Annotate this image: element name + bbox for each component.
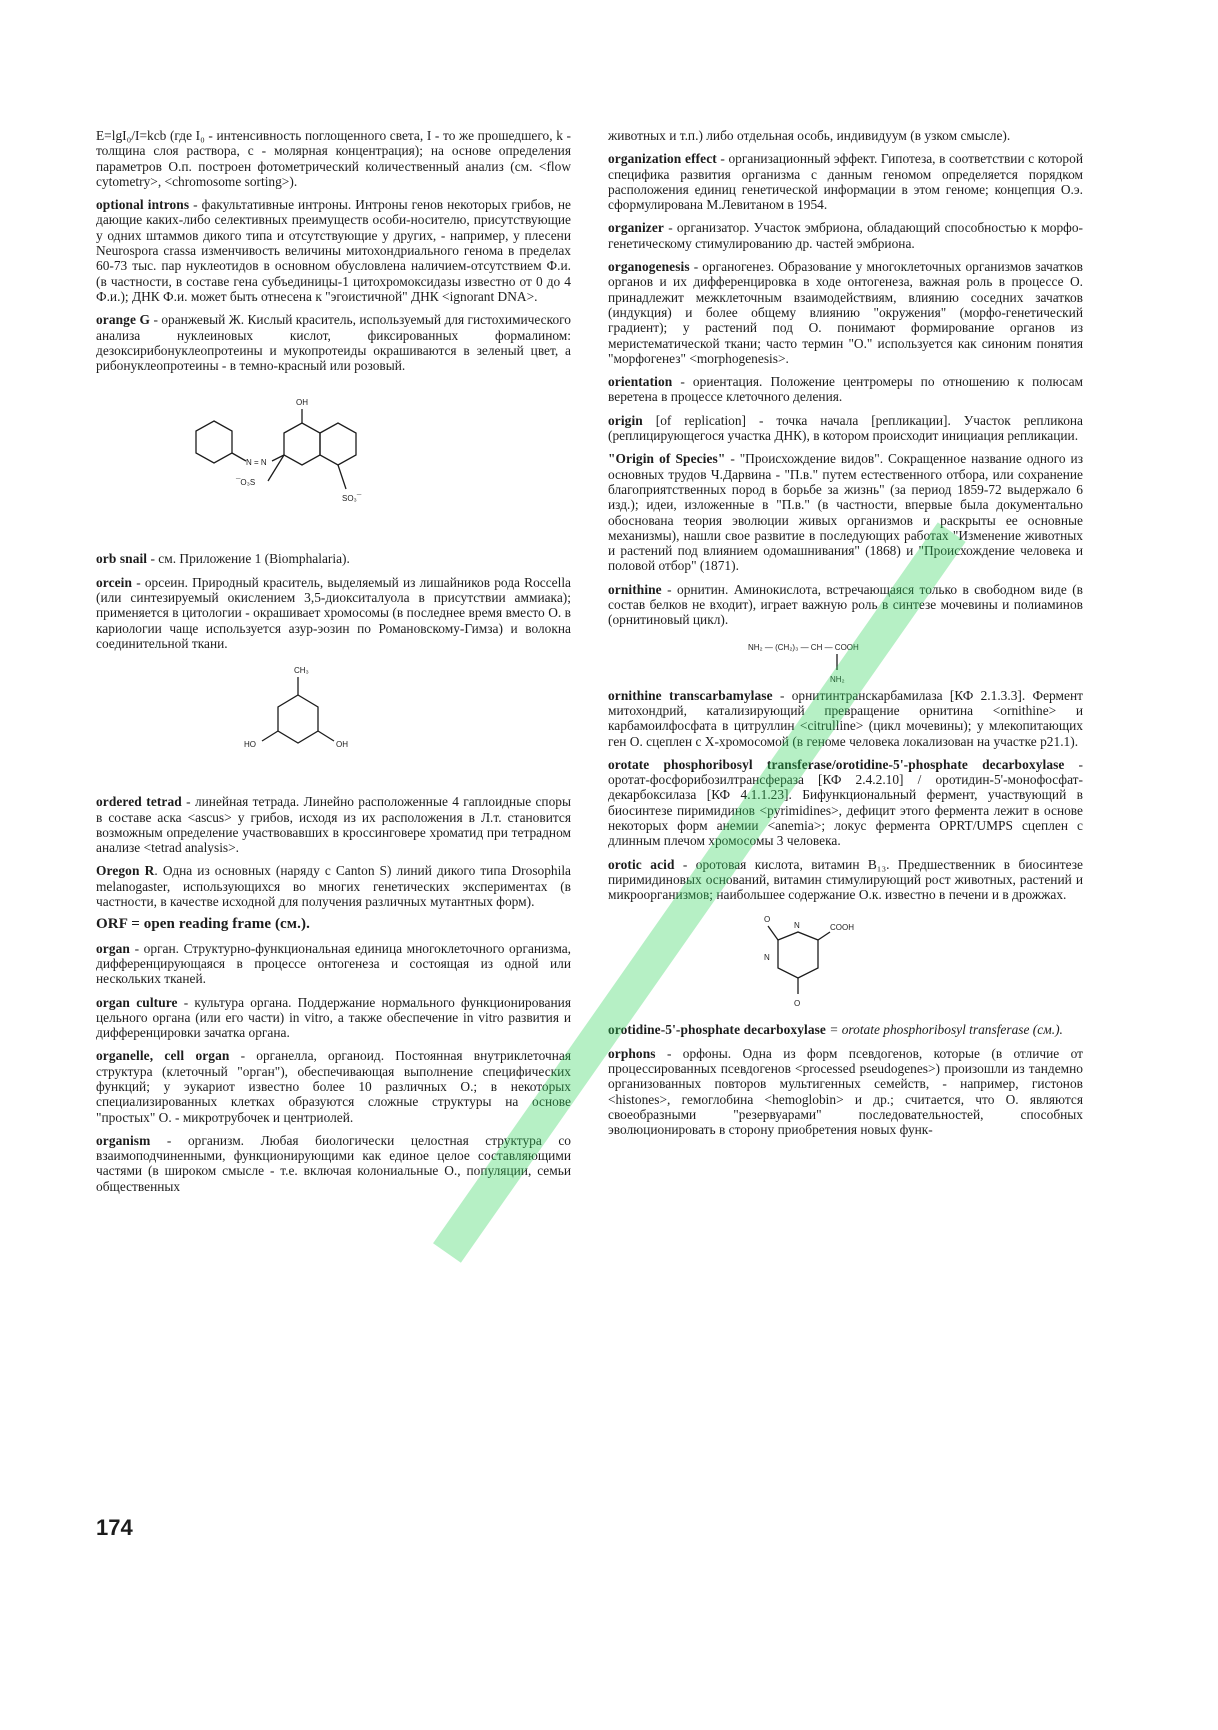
term: orcein	[96, 574, 133, 590]
ornithine-structure	[608, 636, 1083, 688]
entry-optical-density-continued: E=lgI₀/I=kcb (где I₀ - интенсивность поглощенного света, I - то же прошедшего, k - толщина слоя раствора, с - молярная концентрация); на основе определения параметров О.п. построен фотометрический количественный анализ (см. <flow cytometry>, <chromosome sorting>).	[96, 128, 571, 189]
pyrimidine-ring	[778, 932, 818, 978]
term: orotate phosphoribosyl transferase/orotidine-5'-phosphate decarboxylase	[608, 756, 1065, 772]
entry-organ-culture	[96, 995, 571, 1041]
orcinol-structure	[96, 659, 571, 794]
bond	[318, 731, 334, 741]
definition: [of replication] - точка начала [репликации]. Участок репликона (реплицирующегося участка ДНК), в котором происходит инициация репликации.	[608, 412, 1083, 444]
page-number: 174	[96, 1515, 133, 1540]
o-bottom-label: O	[794, 999, 801, 1009]
ho-label: HO	[244, 740, 256, 750]
entry-orphons	[608, 1046, 1083, 1138]
entry-orcein	[96, 575, 571, 651]
orange-g-structure	[96, 381, 571, 551]
right-column	[608, 128, 1083, 1146]
term: ordered tetrad	[96, 794, 182, 810]
term: orange G	[96, 312, 151, 328]
entry-ornithine	[608, 582, 1083, 628]
entry-organogenesis	[608, 259, 1083, 366]
definition: - организм. Любая биологически целостная структура со взаимоподчиненными, функционирующими как единое целое составляющими частями (в широком смысле - т.е. включая колониальные О., популяции, семьи общественных	[96, 1132, 571, 1194]
term: organism	[96, 1132, 151, 1148]
so3-left-label: ¯O₃S	[236, 478, 256, 488]
bond	[262, 731, 278, 741]
definition: - линейная тетрада. Линейно расположенные 4 гаплоидные споры в составе аска <ascus> у грибов, исходя из их расположения в Л.т. становится возможным определение участвовавших в кроссинговере хроматид при тетрадном анализе <tetrad analysis>.	[96, 794, 571, 856]
term: organizer	[608, 220, 664, 236]
entry-organelle	[96, 1048, 571, 1124]
entry-orange-g	[96, 312, 571, 373]
definition: - см. Приложение 1 (Biomphalaria).	[147, 551, 350, 567]
definition: = orotate phosphoribosyl transferase (см.).	[825, 1022, 1063, 1038]
entry-organizer	[608, 220, 1083, 251]
term: organogenesis	[608, 259, 690, 275]
term: organ	[96, 940, 130, 956]
entry-organization-effect	[608, 151, 1083, 212]
definition: - культура органа. Поддержание нормального функционирования цельного органа (или его части) in vitro, а также обеспечение in vitro развития и дифференцировки зачатка органа.	[96, 994, 571, 1041]
entry-organ	[96, 941, 571, 987]
definition: - оранжевый Ж. Кислый краситель, используемый для гистохимического анализа нуклеиновых кислот, фиксированных формалином: дезоксирибонуклеопротеины и мукопротеиды окрашиваются в зеленый цвет, а рибонуклеопротеины - в темно-красный или розовый.	[96, 312, 571, 374]
ch3-label: CH₃	[294, 666, 309, 676]
definition: - "Происхождение видов". Сокращенное название одного из основных трудов Ч.Дарвина - "П.в." путем естественного отбора, или сохранение благоприятственных пород в борьбе за жизнь" (за период 1859-72 выдержало 6 изд.); идеи, изложенные в "П.в." (в частности, впервые была документально обоснована теория эволюции живых организмов и раскрыты ее основные механизмы), нашли свое развитие в последующих работах "Изменение животных и растений под влиянием одомашнивания" (1868) и "Происхождение человека и половой отбор" (1871).	[608, 451, 1083, 574]
term: orotidine-5'-phosphate decarboxylase	[608, 1022, 826, 1038]
so3-right-label: SO₃¯	[342, 494, 362, 504]
n-eq-n-label: N = N	[246, 458, 267, 468]
oh-label: OH	[296, 398, 308, 408]
entry-oregon-r	[96, 863, 571, 909]
entry-orientation	[608, 374, 1083, 405]
bond	[768, 926, 778, 940]
term: ornithine transcarbamylase	[608, 687, 773, 703]
naphthalene-ring-right	[320, 423, 356, 465]
term: origin	[608, 412, 643, 428]
term: organ culture	[96, 994, 178, 1010]
o-top-label: O	[764, 915, 771, 925]
n-left-label: N	[764, 953, 770, 963]
term: orientation	[608, 374, 673, 390]
definition: - орсеин. Природный краситель, выделяемый из лишайников рода Roccella (или синтезируемый окислением 3,5-диокситалуола в присутствии аммиака); применяется в цитологии - окрашивает хромосомы (в последнее время вместо О. в кариологии чаще используется азур-эозин по Романовскому-Гимза) и волокна соединительной ткани.	[96, 574, 571, 651]
definition: - оротат-фосфорибозилтрансфераза [КФ 2.4.2.10] / оротидин-5'-монофосфат-декарбоксилаза [КФ 4.1.1.23]. Бифункциональный фермент, участвующий в биосинтезе пиримидинов <pyrimidines>, дефицит этого фермента лежит в основе некоторых форм анемии <anemia>; локус фермента OPRT/UMPS сцеплен с длинным плечом хромосомы 3 человека.	[608, 756, 1083, 849]
term: orotic acid	[608, 856, 675, 872]
term: ornithine	[608, 581, 662, 597]
definition: - орнитин. Аминокислота, встречающаяся только в свободном виде (в состав белков не входит), играет важную роль в синтезе мочевины и полиаминов (орнитиновый цикл).	[608, 581, 1083, 628]
term: orphons	[608, 1045, 656, 1061]
oh-label: OH	[336, 740, 348, 750]
term: organization effect	[608, 151, 717, 167]
nh2-label: NH₂	[830, 674, 845, 684]
bond	[338, 465, 346, 489]
term: orb snail	[96, 551, 148, 567]
term: organelle, cell organ	[96, 1048, 230, 1064]
cooh-label: COOH	[830, 923, 854, 933]
benzene-ring	[196, 421, 232, 463]
ornithine-formula: NH₂ — (CH₂)₃ — CH — COOH	[748, 642, 859, 652]
entry-ordered-tetrad	[96, 794, 571, 855]
left-column	[96, 128, 571, 1202]
orotic-acid-structure	[608, 910, 1083, 1022]
term: optional introns	[96, 197, 190, 213]
bond	[232, 453, 246, 461]
bond	[818, 932, 830, 940]
definition: - орфоны. Одна из форм псевдогенов, которые (в отличие от процессированных псевдогенов <processed pseudogenes>) произошли из тандемно организованных повторов мультигенных семейств, - например, гистонов <histones>, гемоглобина <hemoglobin> и др.; считается, что О. являются своеобразными "резервуарами" последовательностей, способных эволюционировать в сторону приобретения новых функ-	[608, 1045, 1083, 1138]
term: Oregon R	[96, 863, 155, 879]
definition: - организатор. Участок эмбриона, обладающий способностью к морфо-генетическому стимулированию др. частей эмбриона.	[608, 220, 1083, 251]
naphthalene-ring-left	[284, 423, 320, 465]
definition: - органогенез. Образование у многоклеточных организмов зачатков органов и их дифференцировка в ходе онтогенеза, важная роль в процессе О. принадлежит межклеточным взаимодействиям, влиянию соседних зачатков (индукция) и более общему влиянию "окружения" (морфо-генетический градиент); у растений под О. понимают формирование органов из меристематической ткани; часто термин "О." используется как синоним понятия "морфогенез" <morphogenesis>.	[608, 259, 1083, 366]
entry-orb-snail	[96, 551, 571, 566]
entry-orf: ORF = open reading frame (см.).	[96, 916, 310, 933]
definition: - органелла, органоид. Постоянная внутриклеточная структура (клеточный "орган"), обеспечивающая выполнение специфических функций; у эукариот известно более 10 различных О.; в некоторых специализированных клетках образуются сложные структуры на основе "простых" О. - микротрубочек и центриолей.	[96, 1048, 571, 1125]
definition: - ориентация. Положение центромеры по отношению к полюсам веретена в процессе клеточного деления.	[608, 374, 1083, 405]
definition: - орган. Структурно-функциональная единица многоклеточного организма, дифференцирующаяся в процессе онтогенеза и состоящая из одной или нескольких тканей.	[96, 940, 571, 987]
definition: - орнитинтранскарбамилаза [КФ 2.1.3.3]. Фермент митохондрий, катализирующий превращение орнитина <ornithine> и карбамоилфосфата в цитруллин <citrulline> (цикл мочевины); у млекопитающих ген О. сцеплен с X-хромосомой (в геноме человека локализован на участке p21.1).	[608, 687, 1083, 749]
definition: - факультативные интроны. Интроны генов некоторых грибов, не дающие каких-либо селективных преимуществ особи-носителю, присутствующие у одних штаммов дикого типа и отсутствующие у других, - например, у плесени Neurospora crassa изменчивость величины митохондриального генома в пределах 60-73 тыс. пар нуклеотидов в основном обусловлена наличием-отсутствием Ф.и. (в частности, в составе гена субъединицы-1 цитохромоксидазы известно от 0 до 4 Ф.и.); ДНК Ф.и. может быть отнесена к "эгоистичной" ДНК <ignorant DNA>.	[96, 197, 571, 304]
definition: - организационный эффект. Гипотеза, в соответствии с которой специфика развития организма с данным геномом определяется порядком расположения единиц генетической информации в этом геноме; концепция О.э. сформулирована М.Левитаном в 1954.	[608, 151, 1083, 213]
definition: - оротовая кислота, витамин B₁₃. Предшественник в биосинтезе пиримидиновых оснований, витамин стимулирующий рост животных, растений и микроорганизмов; наибольшее содержание О.к. известно в печени и в дрожжах.	[608, 856, 1083, 903]
n-top-label: N	[794, 921, 800, 931]
entry-origin	[608, 413, 1083, 444]
entry-origin-of-species	[608, 451, 1083, 573]
entry-organism-continued: животных и т.п.) либо отдельная особь, индивидуум (в узком смысле).	[608, 128, 1011, 143]
entry-optional-introns	[96, 197, 571, 304]
entry-orotate-phosphoribosyl-transferase	[608, 757, 1083, 849]
benzene-ring	[278, 695, 318, 743]
entry-orotidine-decarboxylase	[608, 1022, 1083, 1037]
entry-orotic-acid	[608, 857, 1083, 903]
definition: . Одна из основных (наряду с Canton S) линий дикого типа Drosophila melanogaster, использующихся во многих генетических экспериментах (в частности, в качестве исходной для получения различных мутантных форм).	[96, 863, 571, 910]
term: "Origin of Species"	[608, 451, 726, 467]
entry-ornithine-transcarbamylase	[608, 688, 1083, 749]
entry-organism	[96, 1133, 571, 1194]
